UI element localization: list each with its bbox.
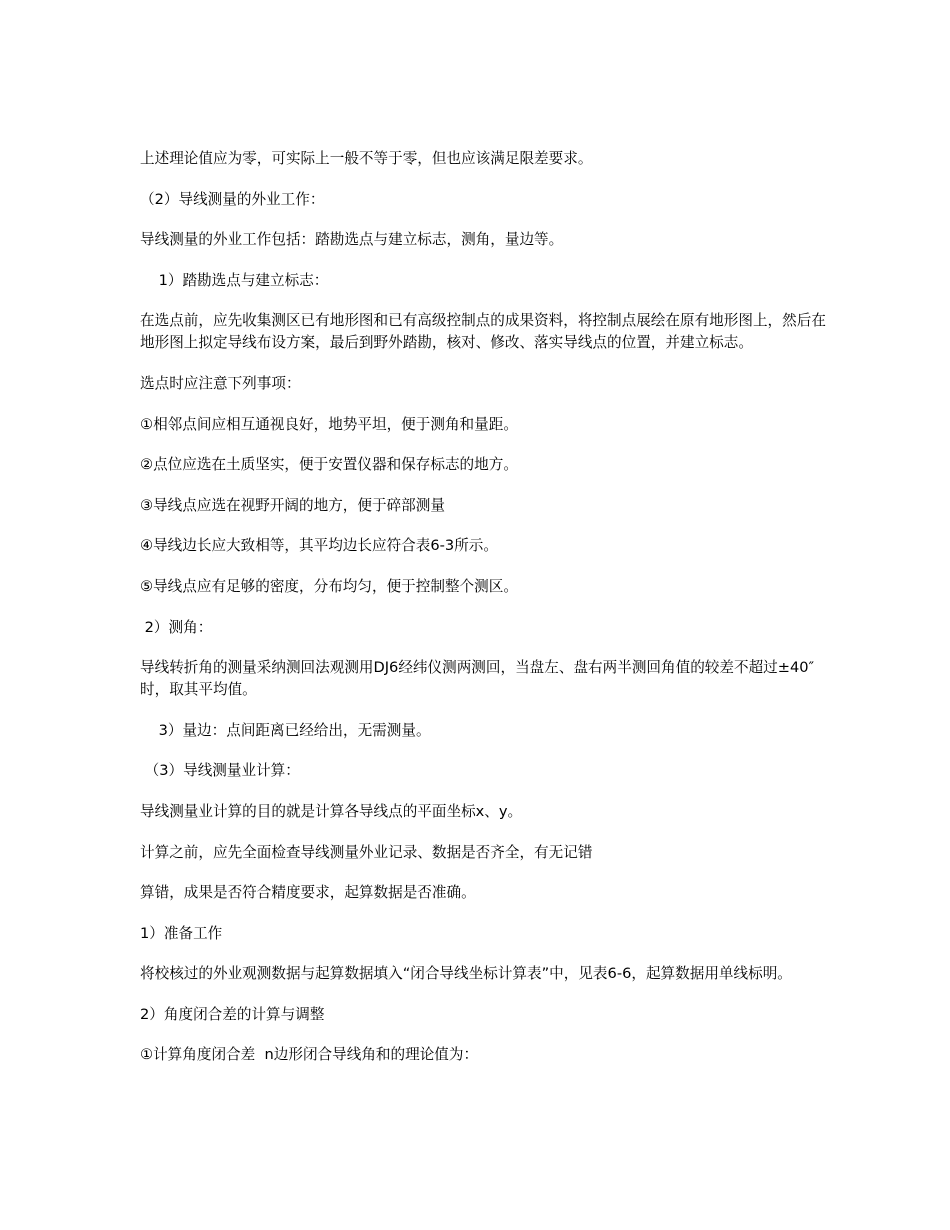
paragraph-site-selection: 在选点前，应先收集测区已有地形图和已有高级控制点的成果资料，将控制点展绘在原有地形图上，然后在地形图上拟定导线布设方案，最后到野外踏勘，核对、修改、落实导线点的位置，并建立标志。: [140, 312, 826, 352]
paragraph-check-records: 计算之前，应先全面检查导线测量外业记录、数据是否齐全，有无记错: [140, 843, 593, 861]
heading-site-selection: 1）踏勘选点与建立标志：: [140, 271, 329, 289]
list-item-2: ②点位应选在土质坚实，便于安置仪器和保存标志的地方。: [140, 456, 518, 474]
paragraph-angle-closure: ①计算角度闭合差 n边形闭合导线角和的理论值为：: [140, 1046, 479, 1064]
paragraph-check-accuracy: 算错，成果是否符合精度要求，起算数据是否准确。: [140, 884, 476, 902]
list-item-3: ③导线点应选在视野开阔的地方，便于碎部测量: [140, 496, 445, 514]
paragraph-field-work-content: 导线测量的外业工作包括：踏勘选点与建立标志，测角，量边等。: [140, 231, 564, 249]
document-body: [140, 148, 830, 1085]
heading-calculation: （3）导线测量业计算：: [140, 762, 300, 780]
heading-field-work: （2）导线测量的外业工作：: [140, 190, 325, 208]
list-item-1: ①相邻点间应相互通视良好，地势平坦，便于测角和量距。: [140, 415, 518, 433]
list-item-4: ④导线边长应大致相等，其平均边长应符合表6-3所示。: [140, 537, 498, 555]
heading-angle-closure: 2）角度闭合差的计算与调整: [140, 1005, 325, 1023]
paragraph-preparation: 将校核过的外业观测数据与起算数据填入“闭合导线坐标计算表”中，见表6-6，起算数据用单线标明。: [140, 965, 792, 983]
paragraph-angle-measurement: 导线转折角的测量采纳测回法观测用DJ6经纬仪测两测回，当盘左、盘右两半测回角值的较差不超过±40″时，取其平均值。: [140, 659, 815, 699]
heading-preparation: 1）准备工作: [140, 924, 223, 942]
heading-distance-measurement: 3）量边：点间距离已经给出，无需测量。: [140, 721, 431, 739]
list-item-5: ⑤导线点应有足够的密度，分布均匀，便于控制整个测区。: [140, 577, 518, 595]
paragraph-theory-value: 上述理论值应为零，可实际上一般不等于零，但也应该满足限差要求。: [140, 150, 593, 167]
paragraph-calculation-purpose: 导线测量业计算的目的就是计算各导线点的平面坐标x、y。: [140, 802, 523, 820]
paragraph-selection-notes: 选点时应注意下列事项：: [140, 374, 301, 392]
heading-angle-measurement: 2）测角：: [140, 618, 213, 636]
